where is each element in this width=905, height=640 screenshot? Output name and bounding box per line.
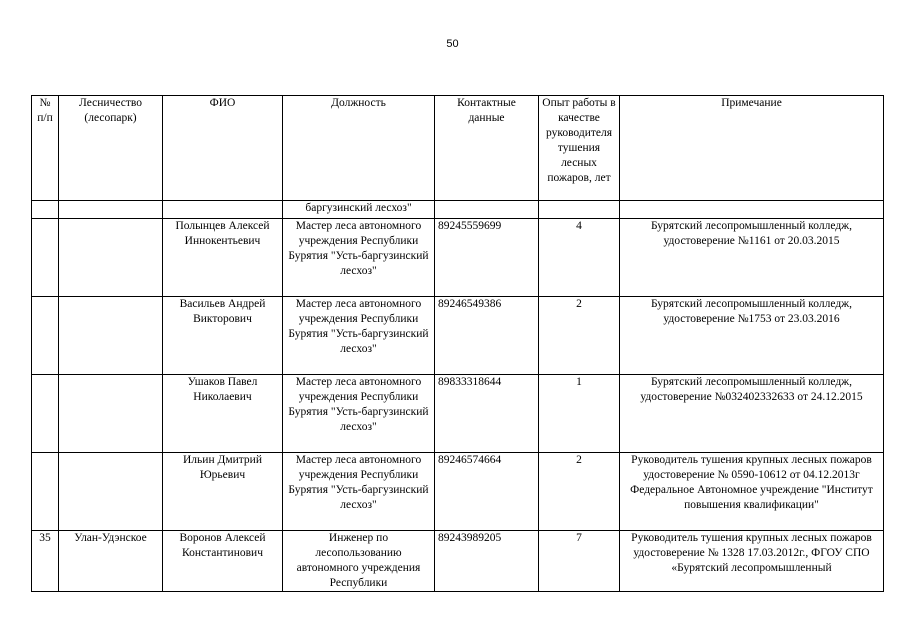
cell-experience — [539, 201, 620, 219]
table-row — [32, 375, 884, 453]
cell-experience: 2 — [539, 453, 620, 531]
table-row — [32, 531, 884, 592]
cell-position: Мастер леса автономного учреждения Республики Бурятия "Усть-баргузинский лесхоз" — [283, 219, 435, 297]
cell-experience: 4 — [539, 219, 620, 297]
cell-experience: 1 — [539, 375, 620, 453]
cell-contacts: 89246549386 — [435, 297, 539, 375]
cell-note: Бурятский лесопромышленный колледж, удостоверение №032402332633 от 24.12.2015 — [620, 375, 884, 453]
header-contacts: Контактные данные — [435, 96, 539, 201]
header-forestry: Лесничество (лесопарк) — [59, 96, 163, 201]
cell-position: Мастер леса автономного учреждения Республики Бурятия "Усть-баргузинский лесхоз" — [283, 375, 435, 453]
cell-forestry — [59, 453, 163, 531]
header-experience: Опыт работы в качестве руководителя тушения лесных пожаров, лет — [539, 96, 620, 201]
cell-num — [32, 297, 59, 375]
cell-contacts: 89243989205 — [435, 531, 539, 592]
table-row — [32, 219, 884, 297]
cell-num — [32, 453, 59, 531]
cell-position: Инженер по лесопользованию автономного учреждения Республики — [283, 531, 435, 592]
header-note: Примечание — [620, 96, 884, 201]
cell-forestry — [59, 375, 163, 453]
cell-name: Полынцев Алексей Иннокентьевич — [163, 219, 283, 297]
cell-experience: 2 — [539, 297, 620, 375]
cell-position: Мастер леса автономного учреждения Республики Бурятия "Усть-баргузинский лесхоз" — [283, 297, 435, 375]
table-header-row — [32, 96, 884, 201]
cell-note: Руководитель тушения крупных лесных пожаров удостоверение № 1328 17.03.2012г., ФГОУ СПО «Бурятский лесопромышленный — [620, 531, 884, 592]
firefighting-leaders-table — [31, 95, 884, 592]
cell-note: Бурятский лесопромышленный колледж, удостоверение №1161 от 20.03.2015 — [620, 219, 884, 297]
cell-name — [163, 201, 283, 219]
cell-name: Васильев Андрей Викторович — [163, 297, 283, 375]
cell-contacts — [435, 201, 539, 219]
cell-experience: 7 — [539, 531, 620, 592]
cell-note: Бурятский лесопромышленный колледж, удостоверение №1753 от 23.03.2016 — [620, 297, 884, 375]
cell-contacts: 89246574664 — [435, 453, 539, 531]
cell-contacts: 89833318644 — [435, 375, 539, 453]
page-number: 50 — [446, 38, 459, 50]
cell-name: Ушаков Павел Николаевич — [163, 375, 283, 453]
table-row-continuation — [32, 201, 884, 219]
cell-forestry — [59, 297, 163, 375]
cell-note: Руководитель тушения крупных лесных пожаров удостоверение № 0590-10612 от 04.12.2013г Федеральное Автономное учреждение "Институт повышения квалификации" — [620, 453, 884, 531]
header-name: ФИО — [163, 96, 283, 201]
table-row — [32, 453, 884, 531]
cell-num — [32, 201, 59, 219]
cell-num: 35 — [32, 531, 59, 592]
cell-position: Мастер леса автономного учреждения Республики Бурятия "Усть-баргузинский лесхоз" — [283, 453, 435, 531]
header-num: № п/п — [32, 96, 59, 201]
cell-num — [32, 219, 59, 297]
cell-num — [32, 375, 59, 453]
cell-contacts: 89245559699 — [435, 219, 539, 297]
cell-position: баргузинский лесхоз" — [283, 201, 435, 219]
cell-forestry — [59, 201, 163, 219]
cell-forestry: Улан-Удэнское — [59, 531, 163, 592]
table-row — [32, 297, 884, 375]
cell-forestry — [59, 219, 163, 297]
cell-name: Воронов Алексей Константинович — [163, 531, 283, 592]
cell-name: Ильин Дмитрий Юрьевич — [163, 453, 283, 531]
cell-note — [620, 201, 884, 219]
header-position: Должность — [283, 96, 435, 201]
